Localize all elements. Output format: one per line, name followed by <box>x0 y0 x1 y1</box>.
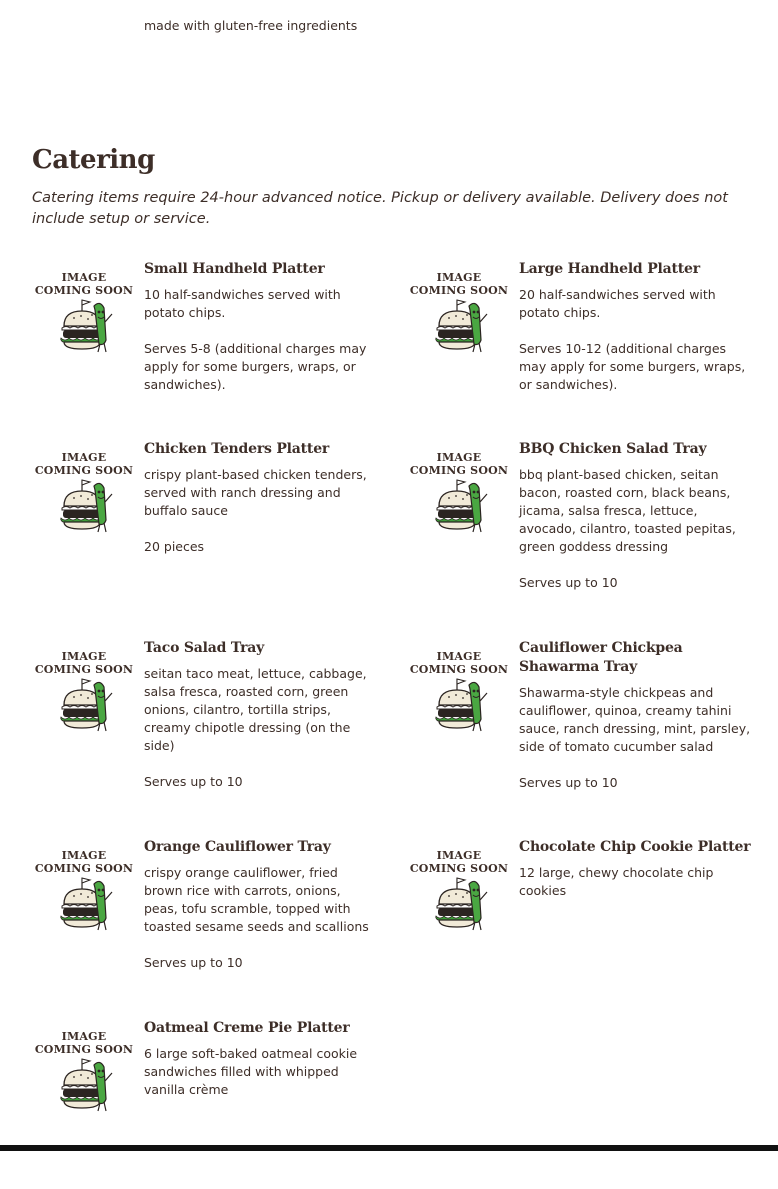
image-placeholder-text: IMAGE COMING SOON <box>34 650 134 676</box>
burger-pickle-mascot-icon <box>54 874 118 934</box>
item-description: 6 large soft-baked oatmeal cookie sandwiches filled with whipped vanilla crème <box>144 1046 358 1097</box>
burger-pickle-mascot-icon <box>429 476 493 536</box>
image-placeholder-text: IMAGE COMING SOON <box>34 271 134 297</box>
image-coming-soon-thumbnail <box>407 444 511 536</box>
burger-pickle-mascot-icon <box>54 476 118 536</box>
catering-item[interactable] <box>32 440 392 610</box>
burger-pickle-mascot-icon <box>54 675 118 735</box>
item-name: Chicken Tenders Platter <box>144 441 330 457</box>
item-name: BBQ Chicken Salad Tray <box>519 441 707 457</box>
item-serving-info: 20 pieces <box>144 539 205 554</box>
item-description: Shawarma-style chickpeas and cauliflower, quinoa, creamy tahini sauce, ranch dressing, mint, parsley, side of tomato cucumber salad <box>519 685 751 754</box>
burger-pickle-mascot-icon <box>54 296 118 356</box>
catering-item[interactable] <box>32 838 392 1008</box>
image-placeholder-text: IMAGE COMING SOON <box>409 451 509 477</box>
image-coming-soon-thumbnail <box>407 643 511 735</box>
item-description: 12 large, chewy chocolate chip cookies <box>519 865 714 898</box>
image-placeholder-text: IMAGE COMING SOON <box>409 849 509 875</box>
image-coming-soon-thumbnail <box>407 264 511 356</box>
item-name: Chocolate Chip Cookie Platter <box>519 839 751 855</box>
catering-item[interactable] <box>407 440 767 610</box>
image-coming-soon-thumbnail <box>32 264 136 356</box>
catering-item[interactable] <box>32 260 392 430</box>
footer-bar <box>0 1145 778 1151</box>
image-coming-soon-thumbnail <box>32 643 136 735</box>
image-coming-soon-thumbnail <box>407 842 511 934</box>
previous-item-image-edge <box>58 0 108 4</box>
item-serving-info: Serves 10-12 (additional charges may apply for some burgers, wraps, or sandwiches). <box>519 341 746 392</box>
catering-heading: Catering <box>32 145 155 175</box>
item-serving-info: Serves up to 10 <box>519 775 618 790</box>
item-description: crispy plant-based chicken tenders, served with ranch dressing and buffalo sauce <box>144 467 367 518</box>
previous-item-description: made with gluten-free ingredients <box>144 17 358 33</box>
image-coming-soon-thumbnail <box>32 444 136 536</box>
burger-pickle-mascot-icon <box>429 874 493 934</box>
item-name: Large Handheld Platter <box>519 261 700 277</box>
image-placeholder-text: IMAGE COMING SOON <box>34 1030 134 1056</box>
item-name: Taco Salad Tray <box>144 640 265 656</box>
catering-item[interactable] <box>407 838 767 1008</box>
image-coming-soon-thumbnail <box>32 842 136 934</box>
item-serving-info: Serves up to 10 <box>144 955 243 970</box>
catering-item[interactable] <box>407 639 767 809</box>
item-serving-info: Serves 5-8 (additional charges may apply for some burgers, wraps, or sandwiches). <box>144 341 367 392</box>
image-coming-soon-thumbnail <box>32 1023 136 1115</box>
item-name: Cauliflower Chickpea Shawarma Tray <box>519 640 683 675</box>
image-placeholder-text: IMAGE COMING SOON <box>409 650 509 676</box>
item-name: Orange Cauliflower Tray <box>144 839 331 855</box>
item-description: bbq plant-based chicken, seitan bacon, roasted corn, black beans, jicama, salsa fresca, lettuce, avocado, cilantro, toasted pepitas, green goddess dressing <box>519 467 736 554</box>
image-placeholder-text: IMAGE COMING SOON <box>34 451 134 477</box>
image-placeholder-text: IMAGE COMING SOON <box>409 271 509 297</box>
burger-pickle-mascot-icon <box>429 675 493 735</box>
item-serving-info: Serves up to 10 <box>144 774 243 789</box>
item-description: 10 half-sandwiches served with potato chips. <box>144 287 341 320</box>
item-serving-info: Serves up to 10 <box>519 575 618 590</box>
catering-item[interactable] <box>32 639 392 809</box>
item-description: seitan taco meat, lettuce, cabbage, salsa fresca, roasted corn, green onions, cilantro, tortilla strips, creamy chipotle dressing (on the side) <box>144 666 367 753</box>
item-description: crispy orange cauliflower, fried brown rice with carrots, onions, peas, tofu scramble, topped with toasted sesame seeds and scallions <box>144 865 369 934</box>
burger-pickle-mascot-icon <box>429 296 493 356</box>
catering-note: Catering items require 24-hour advanced notice. Pickup or delivery available. Delivery does not include setup or service. <box>32 190 728 227</box>
catering-item[interactable] <box>407 260 767 430</box>
item-name: Small Handheld Platter <box>144 261 325 277</box>
catering-item[interactable] <box>32 1019 392 1189</box>
image-placeholder-text: IMAGE COMING SOON <box>34 849 134 875</box>
item-description: 20 half-sandwiches served with potato chips. <box>519 287 716 320</box>
burger-pickle-mascot-icon <box>54 1055 118 1115</box>
item-name: Oatmeal Creme Pie Platter <box>144 1020 350 1036</box>
